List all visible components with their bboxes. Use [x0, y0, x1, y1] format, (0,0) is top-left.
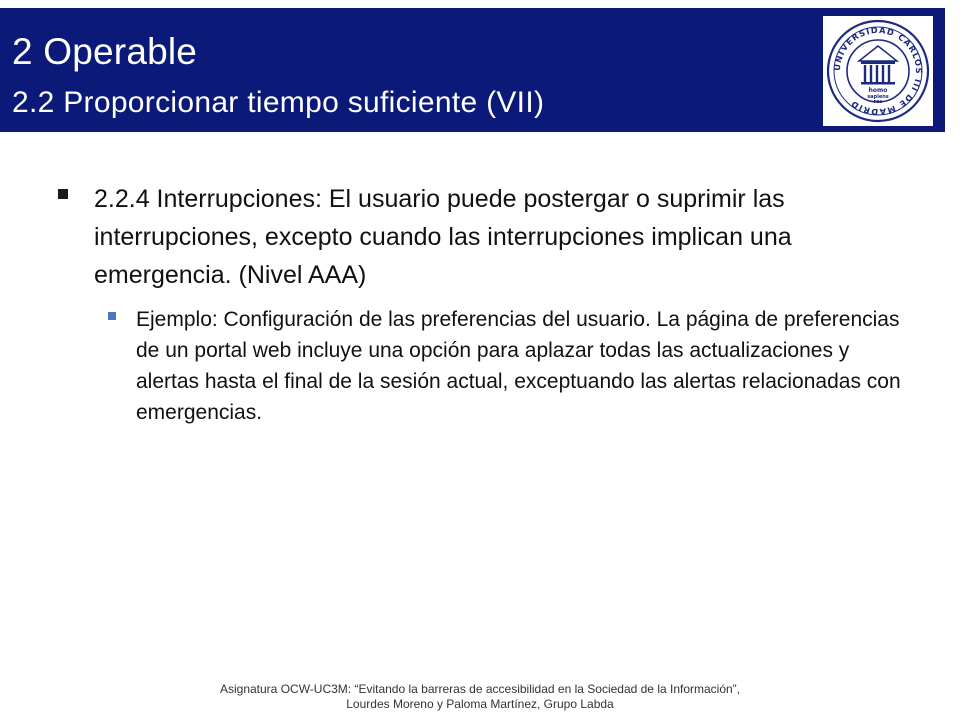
slide-title: 2 Operable — [12, 31, 198, 72]
title-banner — [0, 8, 945, 132]
slide-subtitle: 2.2 Proporcionar tiempo suficiente (VII) — [12, 86, 545, 119]
university-seal-icon — [823, 16, 933, 126]
square-bullet-icon — [58, 189, 68, 199]
svg-text:sapiens: sapiens — [867, 94, 889, 100]
footer-line1: Asignatura OCW-UC3M: “Evitando la barreras de accesibilidad en la Sociedad de la Información”, — [219, 682, 741, 696]
svg-text:homo: homo — [868, 87, 888, 94]
slide-footer — [0, 682, 960, 712]
square-bullet-icon — [108, 312, 116, 320]
footer-line2: Lourdes Moreno y Paloma Martínez, Grupo Labda — [346, 697, 614, 711]
sub-bullet-text: Ejemplo: Configuración de las preferencias del usuario. La página de preferencias de un portal web incluye una opción para aplazar todas las actualizaciones y alertas hasta el final de la sesión actual, exceptuando las alertas relacionadas con emergencias. — [136, 308, 901, 424]
main-bullet-text: 2.2.4 Interrupciones: El usuario puede postergar o suprimir las interrupciones, excepto cuando las interrupciones implican una emergencia. (Nivel AAA) — [94, 185, 792, 289]
university-logo — [823, 16, 933, 126]
seal-ring-text: UNIVERSIDAD CARLOS III DE MADRID — [831, 24, 925, 118]
svg-text:res: res — [873, 99, 883, 105]
